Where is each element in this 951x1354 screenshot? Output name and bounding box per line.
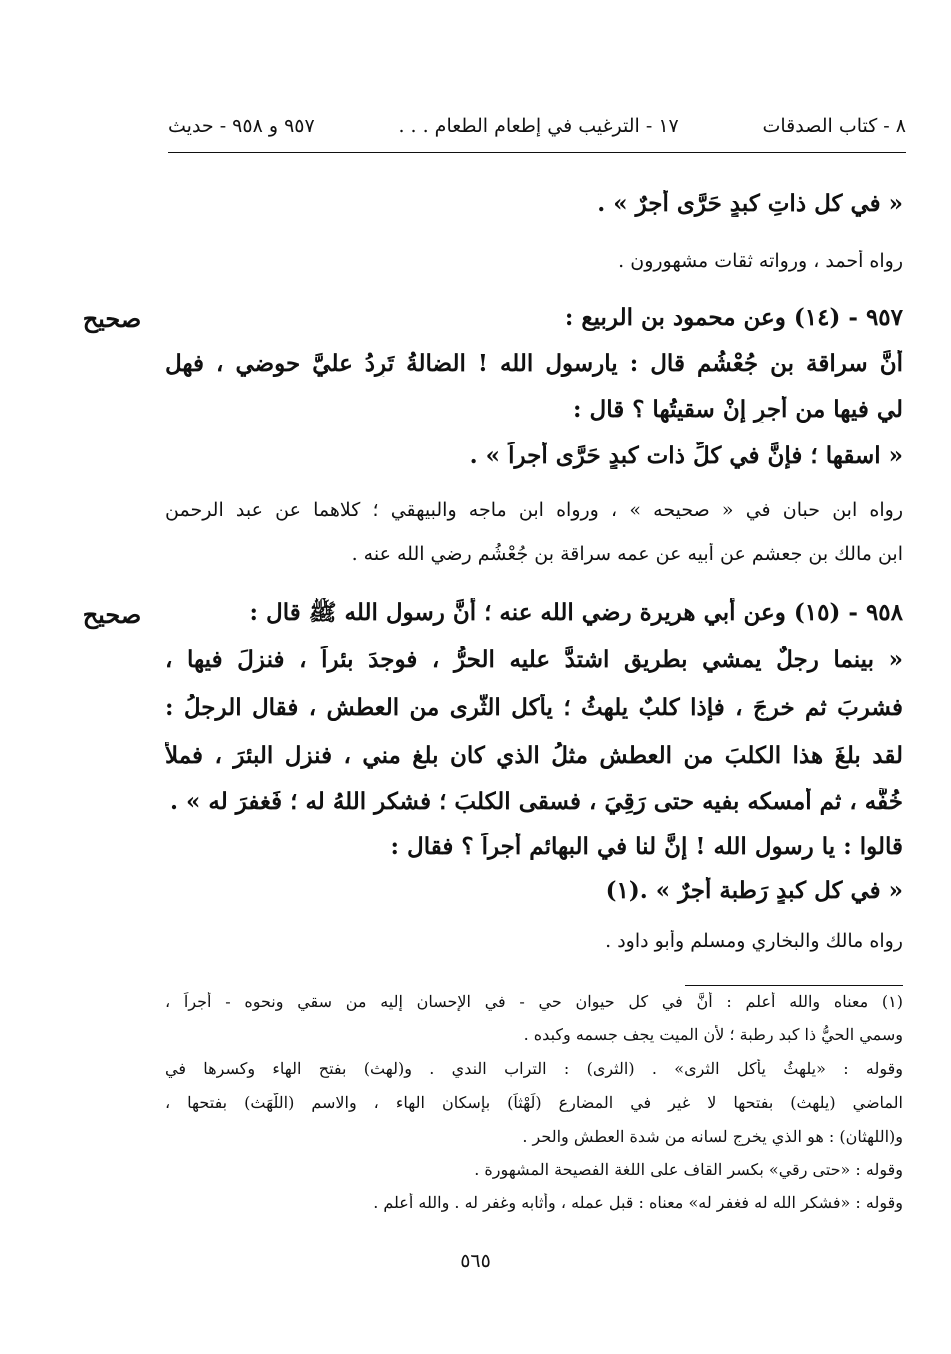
hadith-957-opening: ٩٥٧ - (١٤) وعن محمود بن الربيع :: [564, 304, 903, 331]
hadith-958-line: لقد بلغَ هذا الكلبَ من العطشِ مثلُ الذي كان بلغ مني ، فنزل البئرَ ، فملأ: [165, 742, 903, 769]
hadith-958-opening: ٩٥٨ - (١٥) وعن أبي هريرة رضي الله عنه ؛ أنَّ رسول الله ﷺ قال :: [249, 599, 903, 626]
hadith-958-narration: رواه مالك والبخاري ومسلم وأبو داود .: [605, 930, 903, 952]
header-hadith-range: ٩٥٧ و ٩٥٨ - حديث: [168, 115, 315, 137]
hadith-958-line: فشربَ ثم خرجَ ، فإذا كلبٌ يلهثُ ؛ يأكل الثَّرى من العطش ، فقال الرجلُ :: [165, 694, 903, 721]
intro-narration: رواه أحمد ، ورواته ثقات مشهورون .: [618, 250, 903, 272]
header-divider: [168, 152, 906, 153]
footnote-line: وقوله : «يلهثُ يأكل الثرى» . (الثرى) : التراب الندي . و(لهث) بفتح الهاء وكسرها في: [165, 1059, 903, 1078]
running-header: [168, 108, 906, 144]
hadith-958-line: « في كل كبدٍ رَطبة أجرٌ » .(١): [605, 877, 903, 904]
footnote-line: وسمي الحيُّ ذا كبد رطبة ؛ لأن الميت يجف جسمه وكبده .: [523, 1025, 903, 1044]
intro-matn: « في كل ذاتِ كبدٍ حَرَّى أجرٌ » .: [597, 190, 903, 217]
hadith-957-line: « اسقها ؛ فإنَّ في كلِّ ذات كبدٍ حَرَّى أجراً » .: [469, 442, 903, 469]
footnote-line: وقوله : «حتى رقي» بكسر القاف على اللغة الفصيحة المشهورة .: [474, 1160, 903, 1179]
hadith-957-line: أنَّ سراقة بن جُعْشُم قال : يارسول الله ! الضالةُ تَرِدُ عليَّ حوضي ، فهل: [165, 350, 903, 377]
header-chapter-title: ١٧ - الترغيب في إطعام الطعام . . .: [398, 115, 679, 137]
hadith-957-grade: صحيح: [82, 304, 142, 333]
header-book-title: ٨ - كتاب الصدقات: [762, 115, 906, 137]
hadith-957-narration: ابن مالك بن جعشم عن أبيه عن عمه سراقة بن جُعْشُم رضي الله عنه .: [351, 543, 903, 565]
hadith-958-line: قالوا : يا رسول الله ! إنَّ لنا في البهائم أجراً ؟ فقال :: [390, 833, 903, 860]
hadith-957-line: لي فيها من أجرٍ إنْ سقيتُها ؟ قال :: [573, 396, 903, 423]
page-number: ٥٦٥: [460, 1250, 491, 1272]
footnote-line: (١) معناه والله أعلم : أنَّ في كل حيوان حي - في الإحسان إليه من سقي ونحوه - أجراً ،: [165, 992, 903, 1011]
footnote-line: وقوله : «فشكر الله له فغفر له» معناه : قبل عمله ، وأثابه وغفر له . والله أعلم .: [373, 1193, 903, 1212]
hadith-958-grade: صحيح: [82, 600, 142, 629]
hadith-957-narration: رواه ابن حبان في « صحيحه » ، ورواه ابن ماجه والبيهقي ؛ كلاهما عن عبد الرحمن: [165, 499, 903, 521]
hadith-958-line: خُفَّه ، ثم أمسكه بفيه حتى رَقِيَ ، فسقى الكلبَ ؛ فشكر اللهُ له ؛ فَغفرَ له » .: [169, 788, 903, 815]
footnote-line: الماضي (يلهث) بفتحها لا غير في المضارع (لَهْثاً) بإسكان الهاء ، والاسم (اللَّهَث) بفتحها ،: [165, 1093, 903, 1112]
footnote-divider: [685, 985, 903, 986]
footnote-line: و(اللهثان) : هو الذي يخرج لسانه من شدة العطش والحر .: [522, 1127, 903, 1146]
hadith-958-line: « بينما رجلٌ يمشي بطريق اشتدَّ عليه الحرُّ ، فوجدَ بئراً ، فنزلَ فيها ،: [165, 646, 903, 673]
